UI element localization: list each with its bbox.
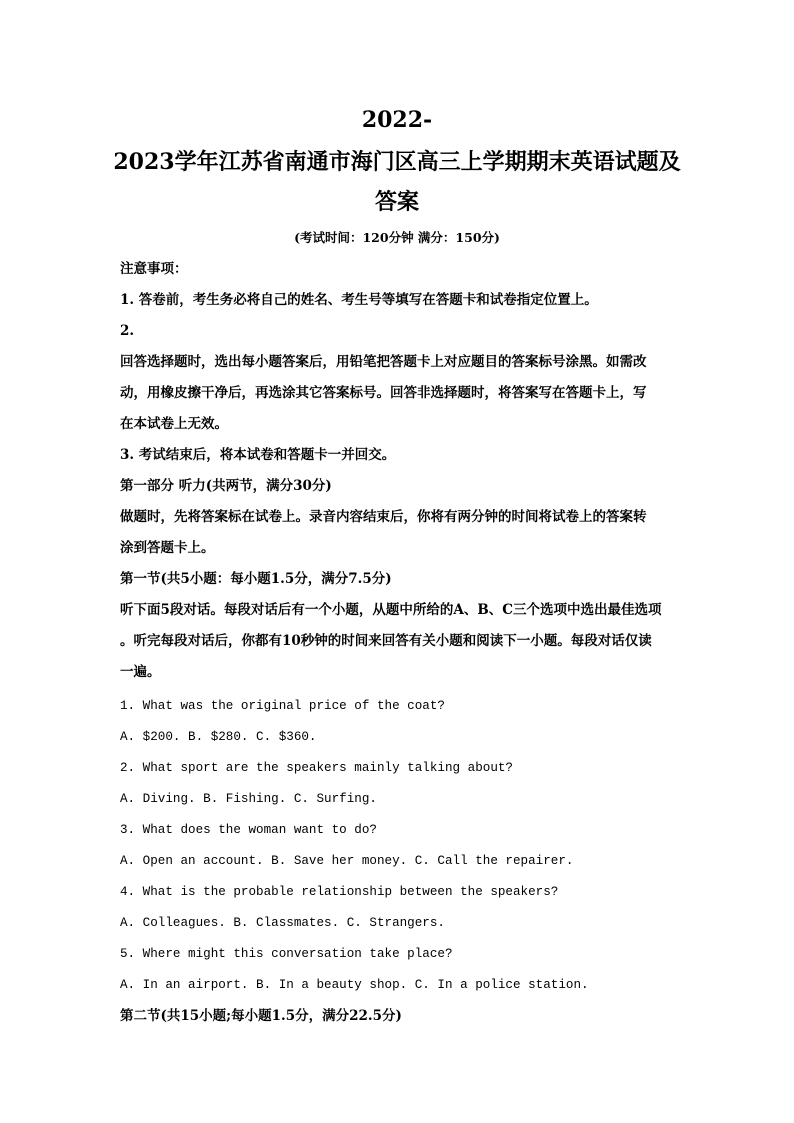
- question-5: 5. Where might this conversation take place?: [120, 947, 453, 961]
- question-1: 1. What was the original price of the coat?: [120, 699, 445, 713]
- notice-item-1: 1. 答卷前，考生务必将自己的姓名、考生号等填写在答题卡和试卷指定位置上。: [120, 292, 598, 308]
- exam-time-score: (考试时间：120分钟 满分：150分): [294, 230, 500, 245]
- notice-item-2-number: 2.: [120, 323, 135, 339]
- question-4-options: A. Colleagues. B. Classmates. C. Strangers.: [120, 916, 445, 930]
- question-2: 2. What sport are the speakers mainly talking about?: [120, 761, 513, 775]
- document-title-line-3: 答案: [374, 189, 419, 215]
- question-1-options: A. $200. B. $280. C. $360.: [120, 730, 317, 744]
- part-1-instruction-line-2: 涂到答题卡上。: [120, 540, 215, 556]
- question-2-options: A. Diving. B. Fishing. C. Surfing.: [120, 792, 377, 806]
- notice-item-2-line-3: 在本试卷上无效。: [120, 416, 228, 432]
- notice-item-2-line-2: 动，用橡皮擦干净后，再选涂其它答案标号。回答非选择题时，将答案写在答题卡上，写: [120, 385, 647, 401]
- question-4: 4. What is the probable relationship between the speakers?: [120, 885, 559, 899]
- section-1-instruction-line-3: 一遍。: [120, 664, 161, 680]
- notice-item-2-line-1: 回答选择题时，选出每小题答案后，用铅笔把答题卡上对应题目的答案标号涂黑。如需改: [120, 354, 647, 370]
- question-3: 3. What does the woman want to do?: [120, 823, 377, 837]
- document-title-line-2: 2023学年江苏省南通市海门区高三上学期期末英语试题及: [113, 149, 681, 175]
- notice-heading: 注意事项：: [120, 261, 188, 277]
- document-title-line-1: 2022-: [361, 107, 433, 133]
- section-1-instruction-line-2: 。听完每段对话后，你都有10秒钟的时间来回答有关小题和阅读下一小题。每段对话仅读: [120, 633, 652, 649]
- section-1-heading: 第一节(共5小题：每小题1.5分，满分7.5分): [120, 571, 392, 587]
- section-1-instruction-line-1: 听下面5段对话。每段对话后有一个小题，从题中所给的A、B、C三个选项中选出最佳选项: [120, 602, 662, 618]
- part-1-heading: 第一部分 听力(共两节，满分30分): [120, 478, 332, 494]
- part-1-instruction-line-1: 做题时，先将答案标在试卷上。录音内容结束后，你将有两分钟的时间将试卷上的答案转: [120, 509, 647, 525]
- question-5-options: A. In an airport. B. In a beauty shop. C. In a police station.: [120, 978, 589, 992]
- notice-item-3: 3. 考试结束后，将本试卷和答题卡一并回交。: [120, 447, 396, 463]
- section-2-heading: 第二节(共15小题;每小题1.5分，满分22.5分): [120, 1008, 402, 1024]
- question-3-options: A. Open an account. B. Save her money. C. Call the repairer.: [120, 854, 574, 868]
